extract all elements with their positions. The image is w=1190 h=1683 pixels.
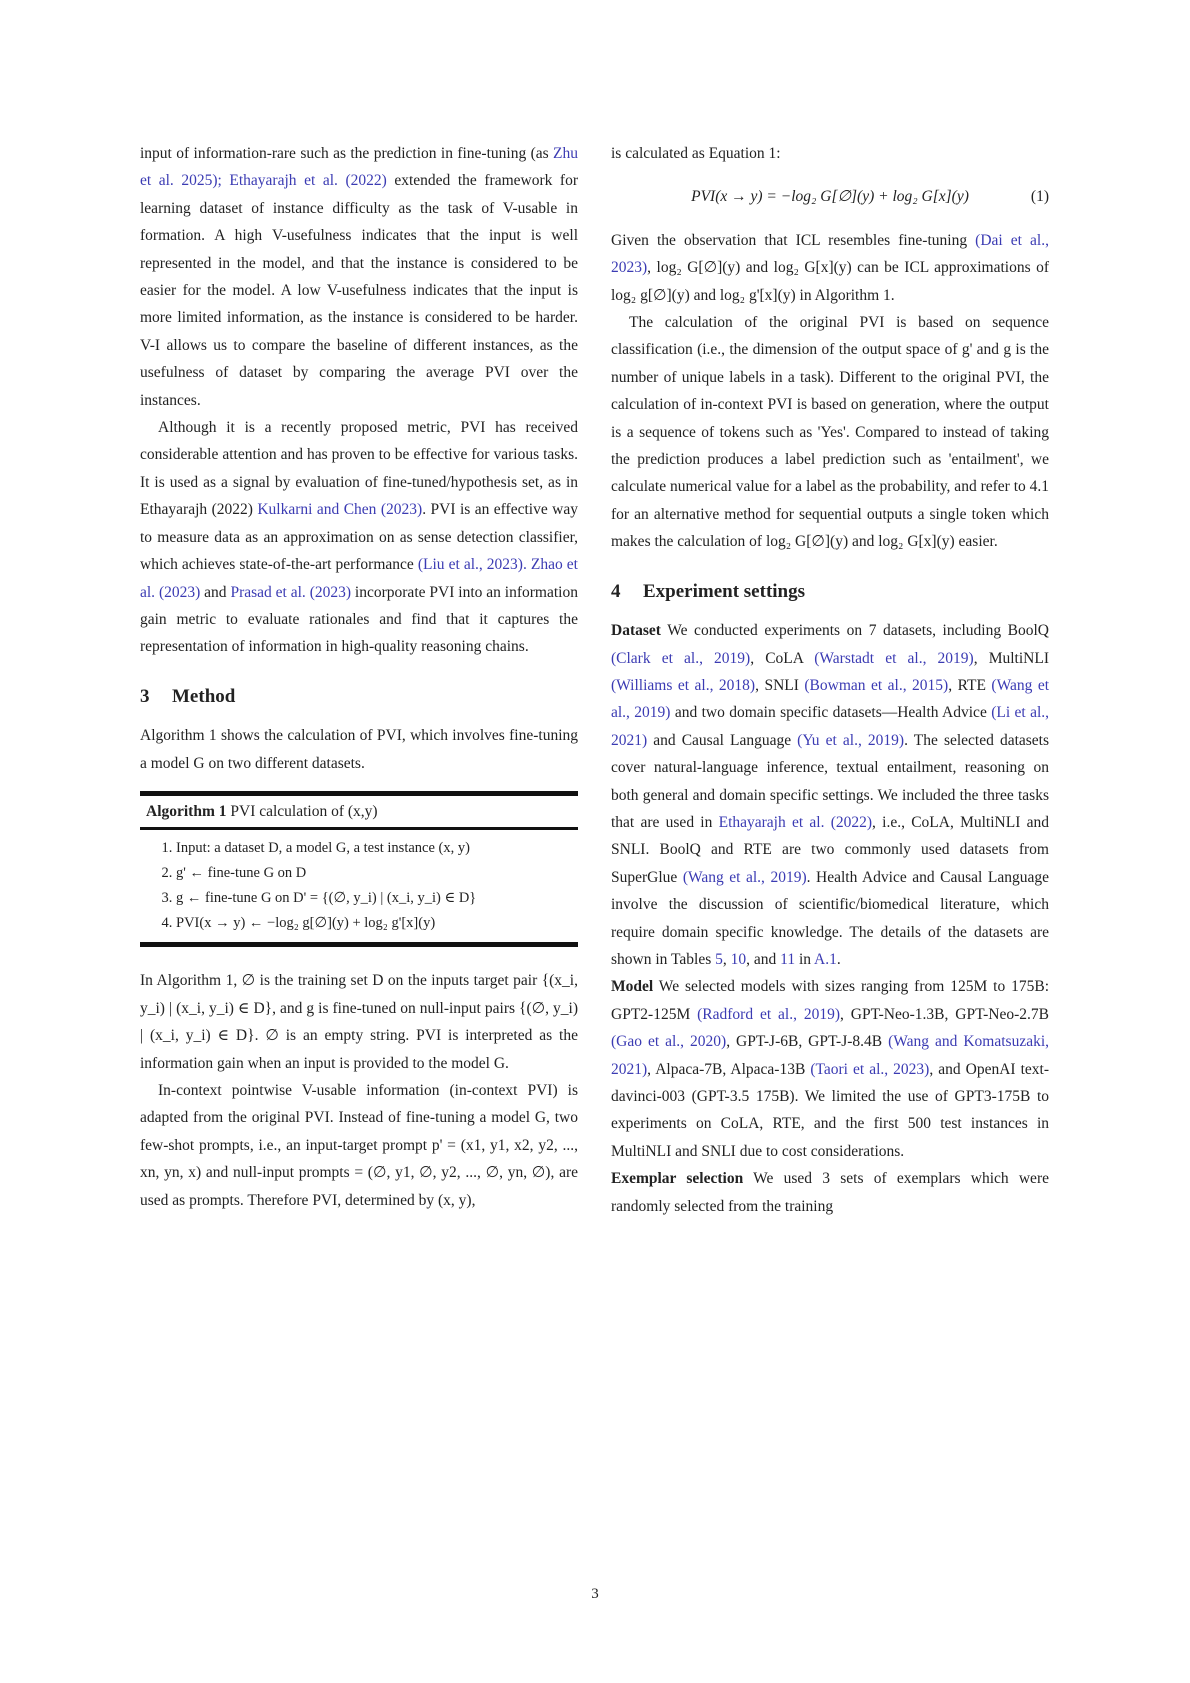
- citation[interactable]: (Williams et al., 2018): [611, 676, 756, 694]
- citation[interactable]: (Clark et al., 2019): [611, 649, 751, 667]
- left-paragraph-4: In Algorithm 1, ∅ is the training set D on the inputs target pair {(x_i, y_i) | (x_i, y_i) ∈ D}, and g is fine-tuned on null-input pairs {(∅, y_i) | (x_i, y_i) ∈ D}. ∅ is an empty string. PVI is interpreted as the information gain when an input is provided to the model G.: [140, 972, 578, 1072]
- right-paragraph-exemplar: Exemplar selection We used 3 sets of exemplars which were randomly selected from the training: [611, 1170, 1049, 1215]
- table-reference[interactable]: 10: [730, 950, 747, 968]
- citation[interactable]: (Wang et al., 2019): [682, 868, 807, 886]
- algorithm-step: 2. g' ← fine-tune G on D: [176, 861, 578, 886]
- citation[interactable]: (Warstadt et al., 2019): [814, 649, 974, 667]
- left-column: [140, 140, 578, 1214]
- page-number: 3: [591, 1586, 599, 1602]
- citation[interactable]: Prasad et al. (2023): [230, 583, 352, 601]
- citation[interactable]: (Gao et al., 2020): [611, 1033, 727, 1051]
- right-column: [611, 140, 1049, 1220]
- algorithm-step: 1. Input: a dataset D, a model G, a test instance (x, y): [176, 836, 578, 861]
- equation-number: (1): [1030, 188, 1049, 206]
- table-reference[interactable]: 11: [780, 950, 796, 968]
- left-paragraph-5: In-context pointwise V-usable information (in-context PVI) is adapted from the original PVI. Instead of fine-tuning a model G, two few-shot prompts, i.e., an input-target prompt p' = (x1, y1, x2, y2, ..., xn, yn, x) and null-input prompts = (∅, y1, ∅, y2, ..., ∅, yn, ∅), are used as prompts. Therefore PVI, determined by (x, y),: [140, 1081, 578, 1209]
- left-paragraph-1: input of information-rare such as the prediction in fine-tuning (as Zhu et al. 2025); Ethayarajh et al. (2022) extended the framework for learning dataset of instance difficulty as the task of V-usable in formation. A high V-usefulness indicates that the input is well represented in the model, and that the instance is considered to be easier for the model. A low V-usefulness indicates that the input is more limited information, as the instance is considered to be harder. V-I allows us to compare the baseline of different instances, as the usefulness of dataset by comparing the average PVI over the instances.: [140, 145, 578, 409]
- run-in-heading: Exemplar selection: [611, 1170, 744, 1188]
- right-paragraph-2: Given the observation that ICL resembles fine-tuning (Dai et al., 2023), log₂ G[∅](y) and log₂ G[x](y) can be ICL approximations of log₂ g[∅](y) and log₂ g'[x](y) in Algorithm 1.: [611, 231, 1049, 304]
- algorithm-title: Algorithm 1 PVI calculation of (x,y): [140, 796, 578, 830]
- citation[interactable]: (Bowman et al., 2015): [804, 676, 949, 694]
- citation[interactable]: (Wang et al., 2019): [611, 676, 1050, 722]
- citation[interactable]: (Dai et al., 2023): [611, 231, 1049, 277]
- algorithm-step: 4. PVI(x → y) ← −log₂ g[∅](y) + log₂ g'[x](y): [176, 911, 578, 936]
- appendix-reference[interactable]: A.1: [814, 950, 837, 968]
- section-heading-experiment-settings: 4 Experiment settings: [611, 580, 806, 602]
- algorithm-step: 3. g ← fine-tune G on D' = {(∅, y_i) | (x_i, y_i) ∈ D}: [176, 886, 578, 911]
- algorithm-steps: [140, 836, 578, 936]
- section-heading-method: 3 Method: [140, 685, 236, 707]
- run-in-heading: Model: [611, 978, 654, 996]
- citation[interactable]: (Liu et al., 2023). Zhao et al. (2023): [140, 556, 578, 601]
- algorithm-box: [140, 791, 578, 947]
- right-paragraph-model: Model We selected models with sizes ranging from 125M to 175B: GPT2-125M (Radford et al., 2019), GPT-Neo-1.3B, GPT-Neo-2.7B (Gao et al., 2020), GPT-J-6B, GPT-J-8.4B (Wang and Komatsuzaki, 2021), Alpaca-7B, Alpaca-13B (Taori et al., 2023), and OpenAI text-davinci-003 (GPT-3.5 175B). We limited the use of GPT3-175B to experiments on CoLA, RTE, and the first 500 test instances in MultiNLI and SNLI due to cost considerations.: [611, 978, 1050, 1160]
- left-paragraph-3: Algorithm 1 shows the calculation of PVI, which involves fine-tuning a model G on two different datasets.: [140, 727, 578, 772]
- table-reference[interactable]: 5: [715, 950, 723, 968]
- equation-1: PVI(x → y) = −log₂ G[∅](y) + log₂ G[x](y) (1): [611, 183, 1049, 210]
- citation[interactable]: (Wang and Komatsuzaki, 2021): [611, 1033, 1050, 1078]
- citation[interactable]: Zhu et al. 2025); Ethayarajh et al.: [140, 145, 578, 190]
- run-in-heading: Dataset: [611, 622, 661, 640]
- right-paragraph-1: is calculated as Equation 1:: [611, 145, 781, 162]
- left-paragraph-2: Although it is a recently proposed metric, PVI has received considerable attention and has proven to be effective for various tasks. It is used as a signal by evaluation of fine-tuned/hypothesis set, as in Ethayarajh (2022) Kulkarni and Chen (2023). PVI is an effective way to measure data as an approximation on as sense detection classifier, which achieves state-of-the-art performance (Liu et al., 2023). Zhao et al. (2023) and Prasad et al. (2023) incorporate PVI into an information gain metric to evaluate rationales and find that it captures the representation of information in high-quality reasoning chains.: [140, 419, 578, 656]
- citation[interactable]: (2022): [345, 172, 387, 190]
- citation[interactable]: (Radford et al., 2019): [697, 1005, 841, 1023]
- citation[interactable]: Ethayarajh et al. (2022): [718, 813, 873, 831]
- citation[interactable]: (Li et al., 2021): [611, 704, 1050, 749]
- right-paragraph-dataset: Dataset We conducted experiments on 7 datasets, including BoolQ (Clark et al., 2019), CoLA (Warstadt et al., 2019), MultiNLI (Williams et al., 2018), SNLI (Bowman et al., 2015), RTE (Wang et al., 2019) and two domain specific datasets—Health Advice (Li et al., 2021) and Causal Language (Yu et al., 2019). The selected datasets cover natural-language inference, textual entailment, reasoning on both general and domain specific settings. We included the three tasks that are used in Ethayarajh et al. (2022), i.e., CoLA, MultiNLI and SNLI. BoolQ and RTE are two commonly used datasets from SuperGlue (Wang et al., 2019). Health Advice and Causal Language involve the discussion of scientific/biomedical literature, which require domain specific knowledge. The details of the datasets are shown in Tables 5, 10, and 11 in A.1.: [611, 622, 1050, 968]
- citation[interactable]: (Taori et al., 2023): [810, 1060, 930, 1078]
- citation[interactable]: (Yu et al., 2019): [797, 731, 905, 749]
- right-paragraph-3: The calculation of the original PVI is based on sequence classification (i.e., the dimension of the output space of g' and g is the number of unique labels in a task). Different to the original PVI, the calculation of in-context PVI is based on generation, where the output is a sequence of tokens such as 'Yes'. Compared to instead of taking the prediction produces a label prediction such as 'entailment', we calculate numerical value for a label as the probability, and refer to 4.1 for an alternative method for sequential outputs a single token which makes the calculation of log₂ G[∅](y) and log₂ G[x](y) easier.: [611, 314, 1049, 551]
- citation[interactable]: Kulkarni and Chen (2023): [257, 501, 423, 519]
